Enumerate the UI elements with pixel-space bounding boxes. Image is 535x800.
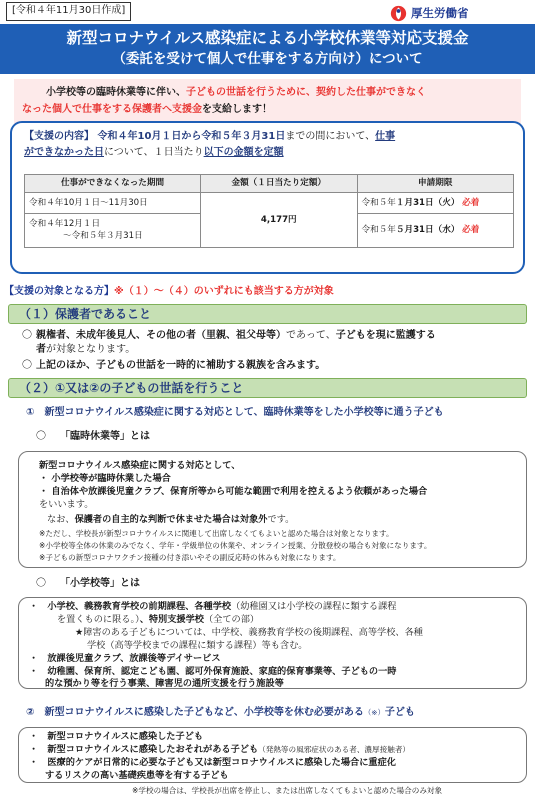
- subheading: 〇 「臨時休業等」とは: [36, 431, 150, 442]
- deadline-cell: 令和５年５月31日（水） 必着: [357, 214, 514, 248]
- ministry-emblem-icon: [390, 5, 407, 22]
- subsection-1-title: ① 新型コロナウイルス感染症に関する対応として、臨時休業等をした小学校等に通う子ども: [26, 407, 444, 418]
- circle-bullet: 〇: [22, 330, 32, 341]
- intro-highlight: 子どもの世話を行うために、契約した仕事ができなく: [186, 87, 426, 98]
- period-cell: 令和４年12月１日 ～令和５年３月31日: [25, 214, 201, 248]
- section-1-header: （１）保護者であること: [8, 304, 527, 324]
- list-item: 〇 上記のほか、子どもの世話を一時的に補助する親族を含みます。: [22, 360, 326, 371]
- intro-box: [14, 79, 521, 125]
- support-content-box: [10, 121, 525, 274]
- table-header: 仕事ができなくなった期間: [25, 175, 201, 193]
- table-row: [25, 193, 514, 214]
- temporary-closure-definition-box: 新型コロナウイルス感染症に関する対応として、 ・ 小学校等が臨時休業した場合 ・ 自治体や放課後児童クラブ、保育所等から可能な範囲で利用を控えるよう依頼があった場合 をいいます。 なお、保護者の自主的な判断で休ませた場合は対象外です。 ※ただし、学校長が新型コロナウイルスに関連して出席しなくてもよいと認めた場合は対象となります。 ※小学校等全体の休業のみでなく、学年・学級単位の休業や、オンライン授業、分散登校の場合も対象になります。 ※子どもの新型コロナワクチン接種の付き添いやその副反応時の休みも対象になります。: [18, 451, 527, 568]
- subheading: 〇 「小学校等」とは: [36, 578, 140, 589]
- deadline-cell: 令和５年１月31日（火） 必着: [357, 193, 514, 214]
- section-2-header: （２）①又は②の子どもの世話を行うこと: [8, 378, 527, 398]
- infected-children-box: ・ 新型コロナウイルスに感染した子ども ・ 新型コロナウイルスに感染したおそれがある子ども（発熱等の風邪症状のある者、濃厚接触者） ・ 医療的ケアが日常的に必要な子ども又は新型コロナウイルスに感染した場合に重症化 するリスクの高い基礎疾患等を有する子ども: [18, 727, 527, 783]
- page-title: 新型コロナウイルス感染症による小学校休業等対応支援金: [66, 29, 469, 47]
- table-header: 金額（１日当たり定額）: [201, 175, 357, 193]
- ministry-name: 厚生労働省: [411, 5, 469, 20]
- amount-cell: 4,177円: [201, 193, 357, 248]
- required-badge: 必着: [462, 225, 480, 236]
- table-header: 申請期限: [357, 175, 514, 193]
- intro-highlight: なった個人で仕事をする保護者へ支援金: [22, 104, 202, 115]
- period-cell: 令和４年10月１日～11月30日: [25, 193, 201, 214]
- eligibility-heading: 【支援の対象となる方】※（１）～（４）のいずれにも該当する方が対象: [4, 286, 334, 297]
- list-item: 〇 親権者、未成年後見人、その他の者（里親、祖父母等）であって、子どもを現に監護する: [22, 330, 436, 341]
- circle-bullet: 〇: [22, 360, 32, 371]
- exclusion-note: なお、保護者の自主的な判断で休ませた場合は対象外です。: [47, 514, 295, 525]
- circle-bullet: 〇: [36, 431, 46, 442]
- ministry-logo: [390, 3, 530, 23]
- table-header-row: [25, 175, 514, 193]
- support-description: 【支援の内容】 令和４年10月１日から令和５年３月31日までの間において、仕事 ができなかった日について、１日当たり以下の金額を定額: [24, 131, 396, 158]
- subsection-2-title: ② 新型コロナウイルスに感染した子どもなど、小学校等を休む必要がある（※）子ども: [26, 707, 415, 718]
- intro-text: 小学校等の臨時休業等に伴い、: [46, 87, 186, 98]
- intro-text: を支給します！: [202, 104, 272, 115]
- circle-bullet: 〇: [36, 578, 46, 589]
- footnote: ※学校の場合は、学校長が出席を停止し、または出席しなくてもよいと認めた場合のみ対象: [132, 786, 443, 795]
- list-item-cont: 者が対象となります。: [36, 344, 136, 355]
- title-banner: [0, 24, 535, 74]
- creation-date: [令和４年11月30日作成]: [6, 2, 131, 21]
- page-subtitle: （委託を受けて個人で仕事をする方向け）について: [112, 51, 423, 68]
- school-definition-box: ・ 小学校、義務教育学校の前期課程、各種学校（幼稚園又は小学校の課程に類する課程 を置くものに限る。）、特別支援学校（全ての部） ★障害のある子どもについては、中学校、義務教育学校の後期課程、高等学校、各種 学校（高等学校までの課程に類する課程）等も含む。 ・ 放課後児童クラブ、放課後等デイサービス ・ 幼稚園、保育所、認定こども園、認可外保育施設、家庭的保育事業等、子どもの一時 的な預かり等を行う事業、障害児の通所支援を行う施設等: [18, 597, 527, 689]
- support-amount-table: [24, 174, 514, 248]
- required-badge: 必着: [462, 197, 480, 208]
